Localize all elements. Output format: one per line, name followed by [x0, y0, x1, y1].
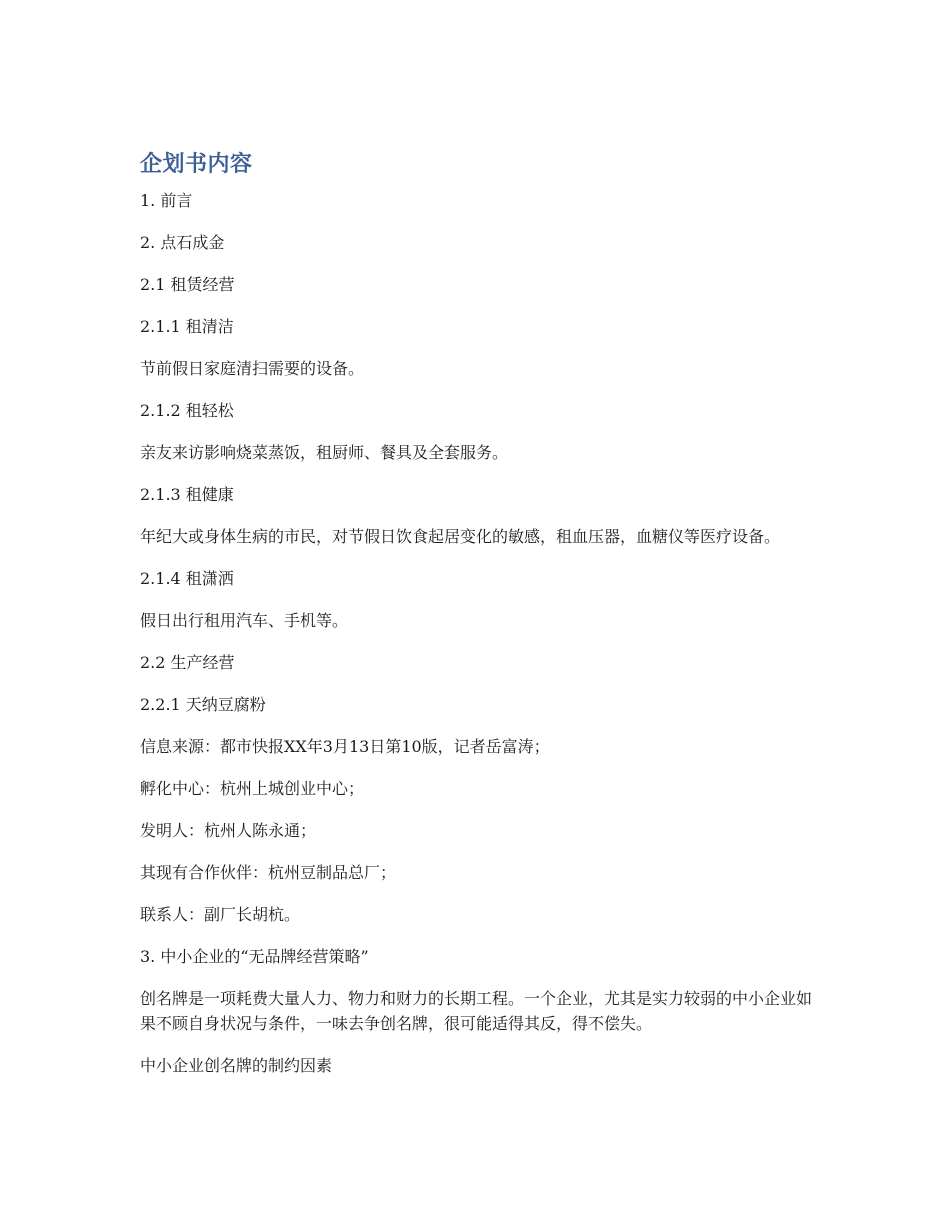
heading-section-2-2: 2.2 生产经营	[140, 653, 235, 672]
document-body	[140, 150, 820, 1095]
info-line-source: 信息来源：都市快报XX年3月13日第10版，记者岳富涛；	[140, 737, 550, 756]
heading-preface: 1. 前言	[140, 191, 193, 210]
body-paragraph: 节前假日家庭清扫需要的设备。	[140, 359, 365, 378]
info-line-incubator: 孵化中心：杭州上城创业中心；	[140, 779, 365, 798]
body-paragraph: 年纪大或身体生病的市民，对节假日饮食起居变化的敏感，租血压器，血糖仪等医疗设备。	[140, 527, 781, 546]
heading-section-2-1: 2.1 租赁经营	[140, 275, 235, 294]
heading-section-2-2-1: 2.2.1 天纳豆腐粉	[140, 695, 266, 714]
body-paragraph: 中小企业创名牌的制约因素	[140, 1056, 333, 1075]
heading-section-2-1-1: 2.1.1 租清洁	[140, 317, 234, 336]
heading-section-2-1-2: 2.1.2 租轻松	[140, 401, 234, 420]
heading-section-2-1-4: 2.1.4 租潇洒	[140, 569, 234, 588]
document-title: 企划书内容	[140, 152, 253, 177]
heading-section-3: 3. 中小企业的“无品牌经营策略”	[140, 947, 369, 966]
body-paragraph: 创名牌是一项耗费大量人力、物力和财力的长期工程。一个企业，尤其是实力较弱的中小企业如果不顾自身状况与条件，一味去争创名牌，很可能适得其反，得不偿失。	[140, 989, 813, 1033]
body-paragraph: 亲友来访影响烧菜蒸饭，租厨师、餐具及全套服务。	[140, 443, 509, 462]
info-line-partner: 其现有合作伙伴：杭州豆制品总厂；	[140, 863, 397, 882]
info-line-contact: 联系人：副厂长胡杭。	[140, 905, 301, 924]
heading-section-2: 2. 点石成金	[140, 233, 225, 252]
body-paragraph: 假日出行租用汽车、手机等。	[140, 611, 349, 630]
info-line-inventor: 发明人：杭州人陈永通；	[140, 821, 317, 840]
heading-section-2-1-3: 2.1.3 租健康	[140, 485, 234, 504]
